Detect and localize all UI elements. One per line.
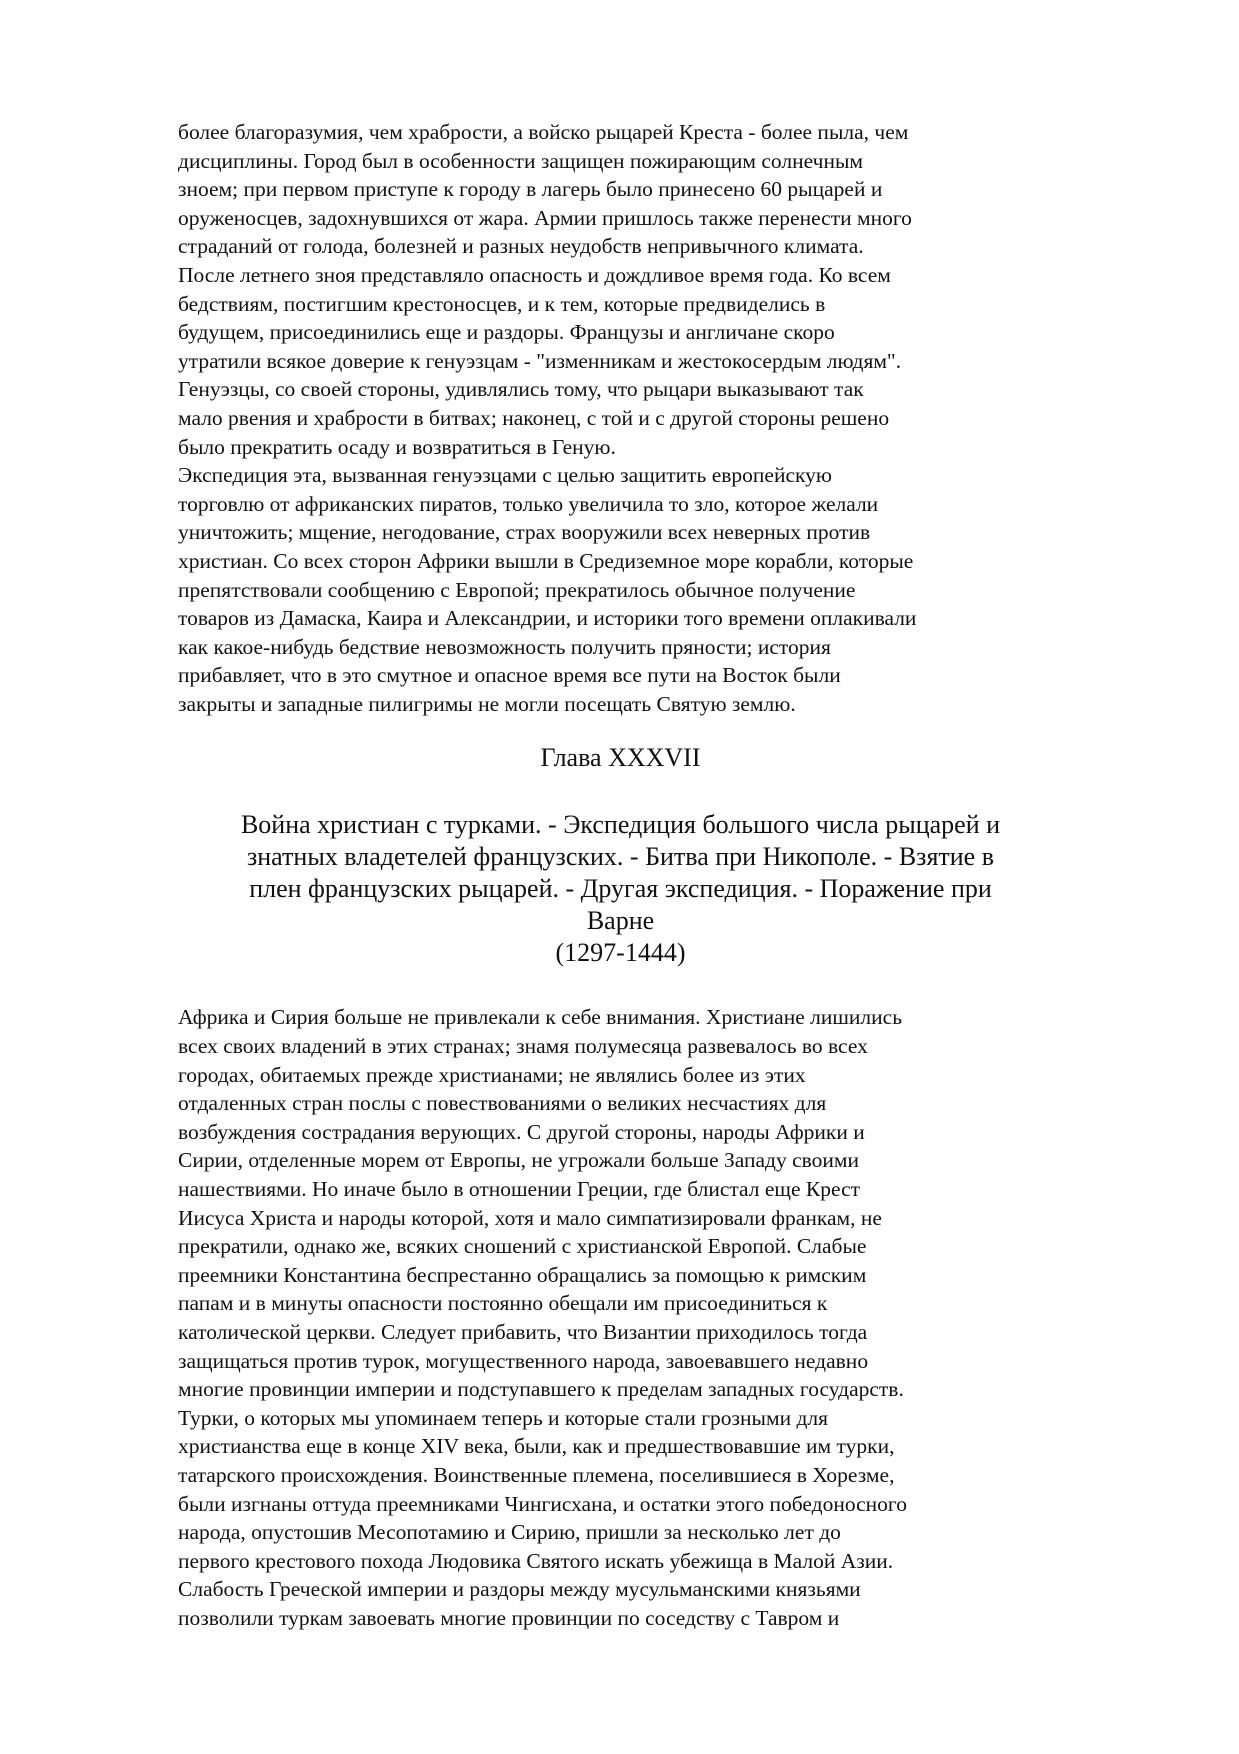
text-line: Сирии, отделенные морем от Европы, не угрожали больше Западу своими	[178, 1148, 860, 1173]
text-line: первого крестового похода Людовика Святого искать убежища в Малой Азии.	[178, 1548, 894, 1573]
text-line: мало рвения и храбрости в битвах; наконец, с той и с другой стороны решено	[178, 405, 890, 430]
text-line: христиан. Со всех сторон Африки вышли в Средиземное море корабли, которые	[178, 548, 914, 573]
text-line: нашествиями. Но иначе было в отношении Греции, где блистал еще Крест	[178, 1177, 861, 1202]
text-line: торговлю от африканских пиратов, только увеличила то зло, которое желали	[178, 491, 879, 516]
subtitle-line: знатных владетелей французских. - Битва при Никополе. - Взятие в	[247, 842, 994, 872]
text-line: защищаться против турок, могущественного народа, завоевавшего недавно	[178, 1348, 869, 1373]
text-line: страданий от голода, болезней и разных неудобств непривычного климата.	[178, 234, 864, 259]
subtitle-line: плен французских рыцарей. - Другая экспедиция. - Поражение при	[249, 874, 992, 904]
text-line: позволили туркам завоевать многие провинции по соседству с Тавром и	[178, 1605, 840, 1630]
text-line: препятствовали сообщению с Европой; прекратилось обычное получение	[178, 577, 856, 602]
text-line: более благоразумия, чем храбрости, а войско рыцарей Креста - более пыла, чем	[178, 120, 909, 144]
text-line: народа, опустошив Месопотамию и Сирию, пришли за несколько лет до	[178, 1520, 841, 1545]
text-line: дисциплины. Город был в особенности защищен пожирающим солнечным	[178, 148, 864, 173]
document-page	[178, 118, 1063, 1633]
text-line: Турки, о которых мы упоминаем теперь и которые стали грозными для	[178, 1405, 829, 1430]
text-line: городах, обитаемых прежде христианами; не являлись более из этих	[178, 1062, 806, 1087]
text-line: уничтожить; мщение, негодование, страх вооружили всех неверных против	[178, 520, 871, 545]
text-line: утратили всякое доверие к генуэзцам - "изменникам и жестокосердым людям".	[178, 348, 902, 373]
text-line: всех своих владений в этих странах; знамя полумесяца развевалось во всех	[178, 1034, 868, 1059]
text-line: бедствиям, постигшим крестоносцев, и к тем, которые предвиделись в	[178, 291, 826, 316]
text-line: Слабость Греческой империи и раздоры между мусульманскими князьями	[178, 1577, 861, 1602]
text-line: татарского происхождения. Воинственные племена, поселившиеся в Хорезме,	[178, 1462, 895, 1487]
chapter-subtitle	[178, 809, 1063, 969]
text-line: Иисуса Христа и народы которой, хотя и мало симпатизировали франкам, не	[178, 1205, 882, 1230]
text-line: христианства еще в конце XIV века, были, как и предшествовавшие им турки,	[178, 1434, 895, 1459]
text-line: многие провинции империи и подступавшего к пределам западных государств.	[178, 1377, 904, 1402]
text-line: преемники Константина беспрестанно обращались за помощью к римским	[178, 1262, 867, 1287]
subtitle-line: Война христиан с турками. - Экспедиция большого числа рыцарей и	[240, 810, 1001, 840]
text-line: были изгнаны оттуда преемниками Чингисхана, и остатки этого победоносного	[178, 1491, 907, 1516]
text-line: оруженосцев, задохнувшихся от жара. Армии пришлось также перенести много	[178, 205, 912, 230]
text-line: было прекратить осаду и возвратиться в Геную.	[178, 434, 616, 459]
text-line: зноем; при первом приступе к городу в лагерь было принесено 60 рыцарей и	[178, 177, 883, 202]
text-line: католической церкви. Следует прибавить, что Византии приходилось тогда	[178, 1320, 868, 1344]
text-line: возбуждения сострадания верующих. С другой стороны, народы Африки и	[178, 1119, 865, 1144]
subtitle-line: Варне	[586, 906, 655, 936]
paragraph-1	[178, 118, 1063, 718]
text-line: Экспедиция эта, вызванная генуэзцами с целью защитить европейскую	[178, 463, 832, 488]
text-line: закрыты и западные пилигримы не могли посещать Святую землю.	[178, 691, 796, 716]
chapter-title: Глава XXXVII	[540, 743, 701, 773]
text-line: отдаленных стран послы с повествованиями о великих несчастиях для	[178, 1091, 827, 1116]
text-line: Генуэзцы, со своей стороны, удивлялись тому, что рыцари выказывают так	[178, 377, 864, 402]
text-line: После летнего зноя представляло опасность и дождливое время года. Ко всем	[178, 262, 891, 287]
text-line: папам и в минуты опасности постоянно обещали им присоединиться к	[178, 1291, 828, 1316]
text-line: прекратили, однако же, всяких сношений с христианской Европой. Слабые	[178, 1234, 867, 1259]
text-line: будущем, присоединились еще и раздоры. Французы и англичане скоро	[178, 320, 835, 345]
chapter-dates: (1297-1444)	[555, 938, 686, 968]
paragraph-2	[178, 1003, 1063, 1632]
text-line: товаров из Дамаска, Каира и Александрии, и историки того времени оплакивали	[178, 606, 917, 631]
text-line: Африка и Сирия больше не привлекали к себе внимания. Христиане лишились	[178, 1005, 903, 1030]
text-line: как какое-нибудь бедствие невозможность получить пряности; история	[178, 634, 831, 659]
text-line: прибавляет, что в это смутное и опасное время все пути на Восток были	[178, 663, 841, 688]
